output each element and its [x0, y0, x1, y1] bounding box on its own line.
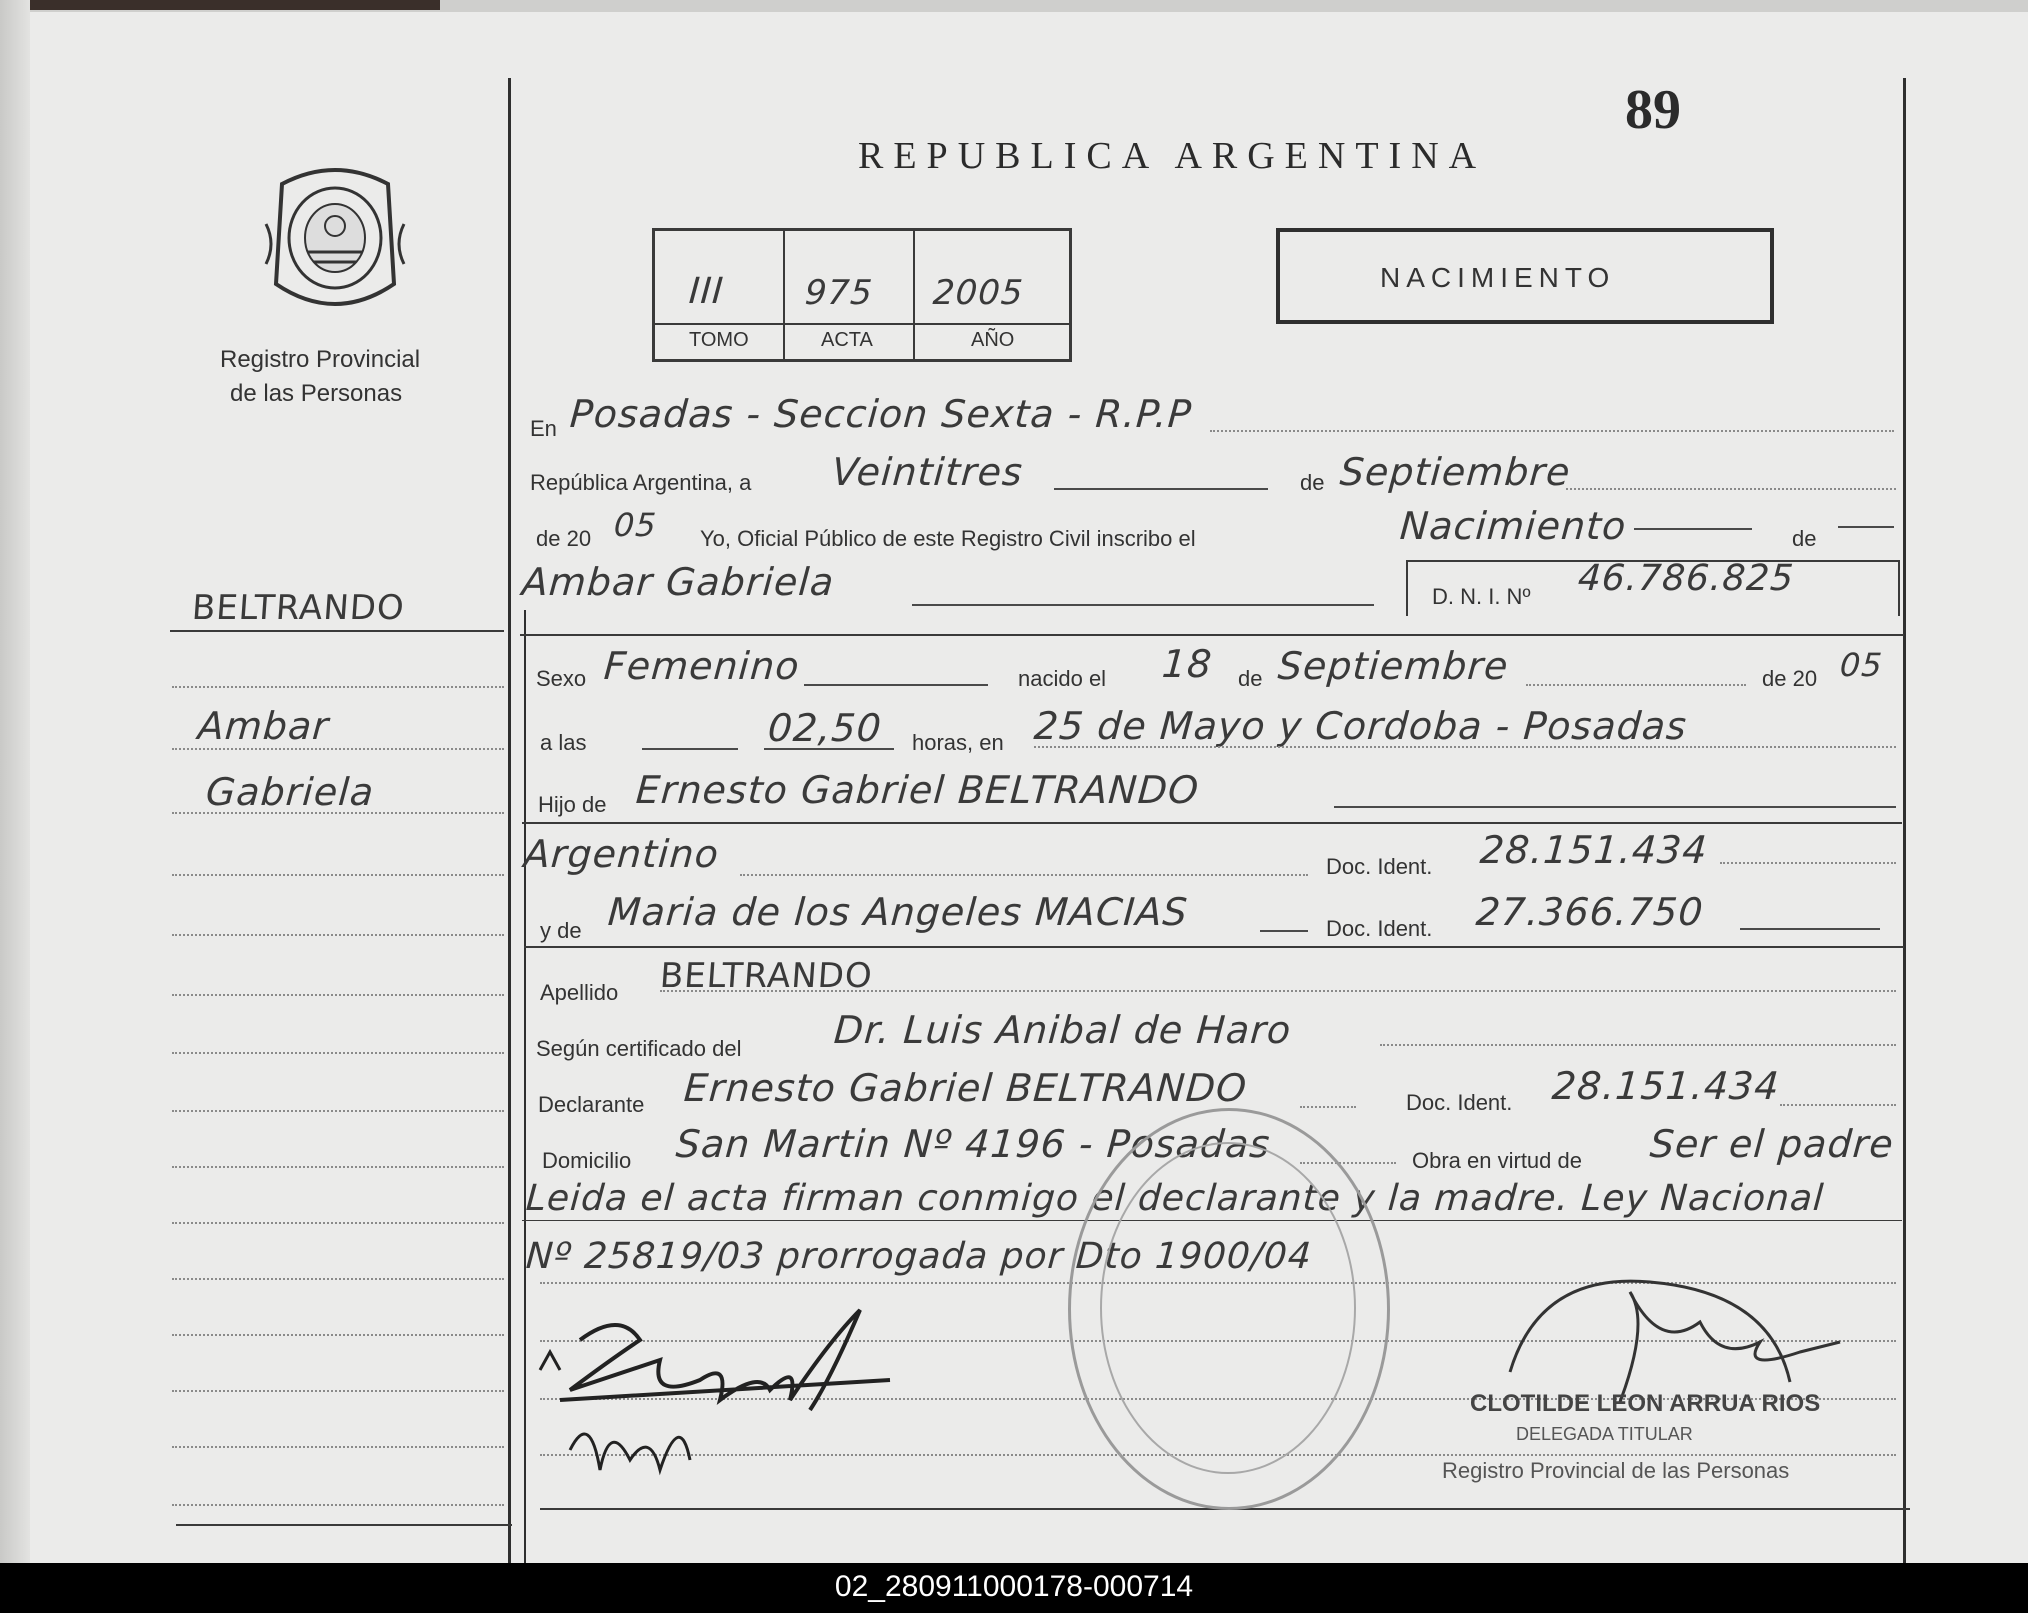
- binding-shadow: [0, 0, 440, 10]
- obra-value: Ser el padre: [1648, 1122, 1896, 1166]
- fill-line: [1838, 526, 1894, 528]
- day-value: Veintitres: [830, 450, 1025, 494]
- hijo-label: Hijo de: [538, 792, 607, 817]
- de-label: de: [1300, 470, 1325, 495]
- margin-surname: BELTRANDO: [190, 588, 407, 628]
- doc-label2: Doc. Ident.: [1326, 916, 1433, 941]
- mother-doc-value: 27.366.750: [1474, 890, 1706, 934]
- margin-line: [172, 1052, 504, 1054]
- inscribo-label: Yo, Oficial Público de este Registro Civil inscribo el: [700, 526, 1196, 551]
- doctor-value: Dr. Luis Anibal de Haro: [832, 1008, 1293, 1052]
- fill-line: [642, 748, 738, 750]
- place-value: Posadas - Seccion Sexta - R.P.P: [568, 392, 1194, 436]
- image-id-label: 02_280911000178-000714: [834, 1570, 1194, 1603]
- child-name-value: Ambar Gabriela: [520, 560, 836, 604]
- margin-line: [172, 1390, 504, 1392]
- domicilio-value: San Martin Nº 4196 - Posadas: [674, 1122, 1272, 1166]
- right-border: [1903, 78, 1906, 1563]
- fill-line: [1300, 1106, 1356, 1108]
- section-rule: [520, 634, 1904, 636]
- acta-label: ACTA: [821, 329, 873, 351]
- birth-year-label: de 20: [1762, 666, 1818, 691]
- father-doc-value: 28.151.434: [1478, 828, 1710, 872]
- margin-divider-inner: [524, 610, 526, 1563]
- tomo-value: III: [687, 271, 726, 312]
- birth-day-value: 18: [1160, 642, 1214, 686]
- province-seal-icon: [262, 164, 408, 320]
- section-rule: [524, 946, 1904, 948]
- tomo-label: TOMO: [689, 329, 749, 351]
- country-title: REPUBLICA ARGENTINA: [858, 135, 1487, 177]
- birth-time-value: 02,50: [766, 706, 884, 750]
- fill-line: [1334, 806, 1896, 808]
- fill-line: [1054, 488, 1268, 490]
- fill-line: [1740, 928, 1880, 930]
- republica-label: República Argentina, a: [530, 470, 752, 495]
- official-title: DELEGADA TITULAR: [1516, 1424, 1693, 1444]
- section-rule: [522, 822, 1902, 824]
- margin-line: [172, 874, 504, 876]
- fill-line: [660, 990, 1896, 992]
- official-stamp-inner-ring: [1100, 1142, 1356, 1474]
- apellido-value: BELTRANDO: [658, 956, 875, 996]
- mother-name-value: Maria de los Angeles MACIAS: [606, 890, 1190, 934]
- doc-label: Doc. Ident.: [1326, 854, 1433, 879]
- margin-line: [172, 934, 504, 936]
- margin-line: [172, 812, 504, 814]
- fill-line: [1634, 528, 1752, 530]
- margin-name1: Ambar: [196, 704, 331, 748]
- margin-divider: [508, 78, 511, 1563]
- fill-line: [1034, 746, 1896, 748]
- official-registry: Registro Provincial de las Personas: [1442, 1458, 1790, 1483]
- margin-line: [172, 1334, 504, 1336]
- fill-line: [1566, 488, 1896, 490]
- margin-line: [172, 1222, 504, 1224]
- margin-line: [172, 1504, 504, 1506]
- fill-line: [1526, 684, 1746, 686]
- ano-label: AÑO: [971, 329, 1015, 351]
- margin-bottom-rule: [176, 1524, 512, 1526]
- de-label3: de: [1238, 666, 1263, 691]
- fill-line: [804, 684, 988, 686]
- year-suffix-value: 05: [612, 506, 659, 544]
- yde-label: y de: [540, 918, 582, 943]
- fill-line: [740, 874, 1308, 876]
- note-line1: Leida el acta firman conmigo el declarante y la madre. Ley Nacional: [524, 1178, 1826, 1219]
- nacido-label: nacido el: [1018, 666, 1107, 691]
- fill-line: [1260, 930, 1308, 932]
- sexo-label: Sexo: [536, 666, 587, 691]
- birth-place-value: 25 de Mayo y Cordoba - Posadas: [1032, 704, 1689, 748]
- margin-line: [172, 994, 504, 996]
- declarante-doc-value: 28.151.434: [1550, 1064, 1782, 1108]
- father-nationality-value: Argentino: [522, 832, 721, 876]
- page-left-edge: [0, 0, 30, 1563]
- act-kind-value: Nacimiento: [1398, 504, 1628, 548]
- margin-line: [172, 1446, 504, 1448]
- register-box: [652, 228, 1072, 362]
- declarante-value: Ernesto Gabriel BELTRANDO: [682, 1066, 1249, 1110]
- fill-line: [1380, 1044, 1896, 1046]
- acta-value: 975: [803, 273, 875, 313]
- margin-rule: [170, 630, 504, 632]
- en-label: En: [530, 416, 557, 441]
- margin-line: [172, 1166, 504, 1168]
- fill-line: [1210, 430, 1894, 432]
- obra-label: Obra en virtud de: [1412, 1148, 1582, 1173]
- month-value: Septiembre: [1338, 450, 1573, 494]
- dni-label: D. N. I. Nº: [1432, 584, 1531, 609]
- registry-name-line2: de las Personas: [230, 380, 403, 407]
- folio-number: 89: [1625, 79, 1681, 141]
- fill-line: [1780, 1104, 1896, 1106]
- year-prefix-label: de 20: [536, 526, 592, 551]
- birth-month-value: Septiembre: [1276, 644, 1511, 688]
- margin-line: [172, 686, 504, 688]
- margin-line: [172, 1110, 504, 1112]
- margin-line: [172, 1278, 504, 1280]
- doc-label3: Doc. Ident.: [1406, 1090, 1513, 1115]
- declarante-label: Declarante: [538, 1092, 645, 1117]
- margin-line: [172, 748, 504, 750]
- ano-value: 2005: [931, 273, 1025, 313]
- sexo-value: Femenino: [602, 644, 802, 688]
- birth-year-suffix: 05: [1838, 646, 1885, 684]
- note-line2: Nº 25819/03 prorrogada por Dto 1900/04: [524, 1236, 1314, 1277]
- official-name: CLOTILDE LEON ARRUA RIOS: [1470, 1390, 1821, 1417]
- de-label2: de: [1792, 526, 1817, 551]
- certificado-label: Según certificado del: [536, 1036, 742, 1061]
- fill-line: [1720, 862, 1896, 864]
- horas-label: horas, en: [912, 730, 1004, 755]
- registry-name-line1: Registro Provincial: [220, 346, 421, 373]
- margin-name2: Gabriela: [204, 770, 376, 814]
- domicilio-label: Domicilio: [542, 1148, 632, 1173]
- fill-line: [764, 748, 894, 750]
- document-type-label: NACIMIENTO: [1380, 262, 1616, 293]
- fill-line: [912, 604, 1374, 606]
- father-name-value: Ernesto Gabriel BELTRANDO: [634, 768, 1201, 812]
- dni-value: 46.786.825: [1576, 558, 1796, 599]
- alas-label: a las: [540, 730, 587, 755]
- apellido-label: Apellido: [540, 980, 619, 1005]
- declarant-signature: [530, 1300, 920, 1500]
